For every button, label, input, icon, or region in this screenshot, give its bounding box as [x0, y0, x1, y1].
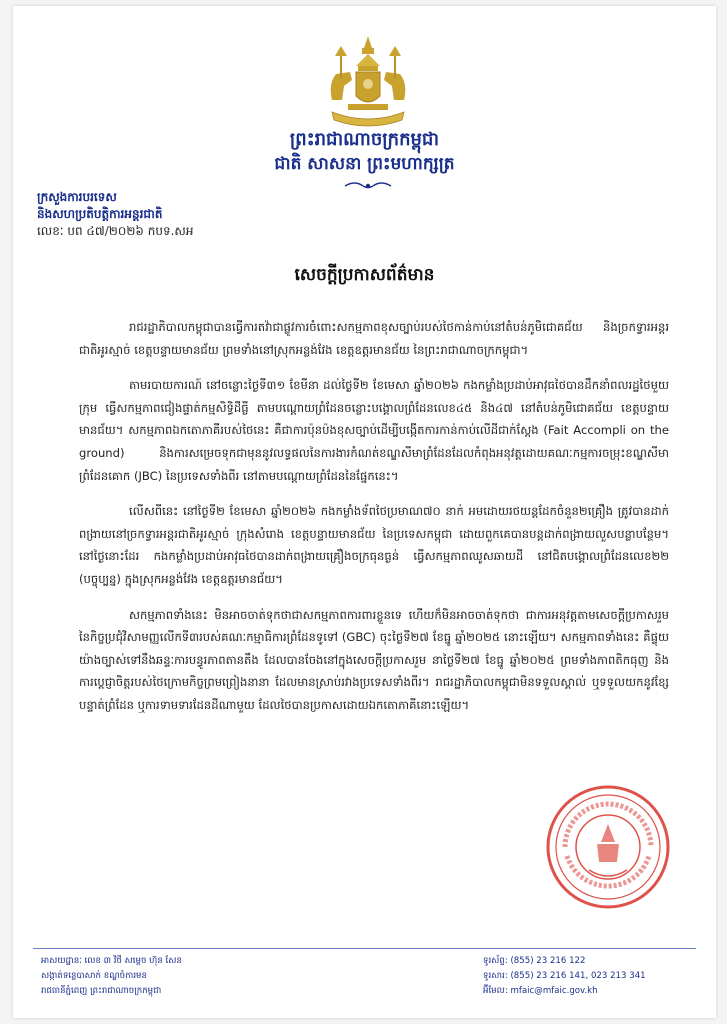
paragraph: រាជរដ្ឋាភិបាលកម្ពុជាបានធ្វើការតវ៉ាជាផ្លូវការចំពោះសកម្មភាពខុសច្បាប់របស់ថៃកាន់កាប់នៅតំបន់ភូមិជោគជ័យ និងច្រកទ្វារអន្តរជាតិអូរស្មាច់ ខេត្តបន្ទាយមានជ័យ ព្រមទាំងនៅស្រុកអន្លង់វែង ខេត្តឧត្តរមានជ័យ នៃព្រះរាជាណាចក្រកម្ពុជា។: [79, 320, 669, 357]
royal-coat-of-arms-emblem: [318, 34, 418, 130]
paragraph: សកម្មភាពទាំងនេះ មិនអាចចាត់ទុកថាជាសកម្មភាពការពារខ្លួនទេ ហើយក៏មិនអាចចាត់ទុកថា ជាការអនុវត្តតាមសេចក្តីប្រកាសរួមនៃកិច្ចប្រជុំវិសាមញ្ញលើកទី៣របស់គណៈកម្មាធិការព្រំដែនទូទៅ (GBC) ចុះថ្ងៃទី២៧ ខែធ្នូ ឆ្នាំ២០២៥ នោះឡើយ។ សកម្មភាពទាំងនេះ គឺផ្ទុយយ៉ាងច្បាស់ទៅនឹងឆន្ទៈការបន្ធូរភាពតានតឹង ដែលបានចែងនៅក្នុងសេចក្តីប្រកាសរួម នាថ្ងៃទី២៧ ខែធ្នូ ឆ្នាំ២០២៥ ព្រមទាំងភាពតិកធុញ និងការប្តេជ្ញាចិត្តរបស់ថៃក្រោមកិច្ចព្រមព្រៀងនានា ដែលមានស្រាប់រវាងប្រទេសទាំងពីរ។ រាជរដ្ឋាភិបាលកម្ពុជាមិនទទួលស្គាល់ ឬទទួលយកនូវខ្សែបន្ទាត់ព្រំដែន ឬការទាមទារដែនដីណាមួយ ដែលថៃបានប្រកាសដោយឯកតោភាគីនោះឡើយ។: [79, 607, 669, 712]
document-title: សេចក្តីប្រកាសព័ត៌មាន: [294, 265, 435, 285]
official-red-seal-stamp: [545, 784, 671, 910]
header-ornament-divider: [343, 180, 393, 192]
national-motto: ជាតិ សាសនា ព្រះមហាក្សត្រ: [274, 154, 455, 174]
footer-divider: [33, 948, 696, 949]
kingdom-title: ព្រះរាជាណាចក្រកម្ពុជា: [289, 129, 440, 150]
reference-number: លេខៈ បព ៤៧/២០២៦ កបទ.សអ: [37, 224, 194, 238]
address-line: សង្កាត់ទន្លេបាសាក់ ខណ្ឌចំការមន: [41, 971, 147, 981]
footer-address: [41, 954, 371, 999]
ministry-heading: [37, 189, 297, 240]
footer-contact: [483, 954, 713, 999]
phone-number: ទូរស័ព្ទ: (855) 23 216 122: [483, 956, 586, 966]
kingdom-heading: [13, 128, 716, 176]
ministry-name-line1: ក្រសួងការបរទេស: [37, 190, 117, 204]
paragraph: លើសពីនេះ នៅថ្ងៃទី២ ខែមេសា ឆ្នាំ២០២៦ កងកម្លាំងទ័ពថៃប្រមាណ៧០ នាក់ អមដោយរថយន្តដែកចំនួន២គ្រឿង ត្រូវបានដាក់ពង្រាយនៅច្រកទ្វារអន្តរជាតិអូរស្មាច់ ក្រុងសំរោង ខេត្តបន្ទាយមានជ័យ នៃប្រទេសកម្ពុជា ដោយពួកគេបានបន្តដាក់ពង្រាយលួសបន្លាបន្ថែម។ នៅថ្ងៃនោះដែរ កងកម្លាំងប្រដាប់អាវុធថៃបានដាក់ពង្រាយគ្រឿងចក្រធុនធ្ងន់ ធ្វើសកម្មភាពឈូសឆាយដី នៅជិតបង្គោលព្រំដែនលេខ២២ (បច្ចុប្បន្ន) ក្នុងស្រុកអន្លង់វែង ខេត្តឧត្តរមានជ័យ។: [79, 504, 669, 586]
fax-number: ទូរសារ: (855) 23 216 141, 023 213 341: [483, 971, 646, 981]
address-line: អាសយដ្ឋានៈ លេខ ៣ វិថី សម្តេច ហ៊ុន សែន: [41, 956, 182, 966]
address-line: រាជធានីភ្នំពេញ ព្រះរាជាណាចក្រកម្ពុជា: [41, 986, 162, 996]
ministry-name-line2: និងសហប្រតិបត្តិការអន្តរជាតិ: [37, 207, 163, 221]
email-address[interactable]: អ៊ីមែល: mfaic@mfaic.gov.kh: [483, 986, 598, 996]
paragraph: តាមរបាយការណ៍ នៅចន្លោះថ្ងៃទី៣១ ខែមីនា ដល់ថ្ងៃទី២ ខែមេសា ឆ្នាំ២០២៦ កងកម្លាំងប្រដាប់អាវុធថៃបានដឹកនាំពលរដ្ឋថៃមួយក្រុម ធ្វើសកម្មភាពជៀងផ្ទាត់កម្មសិទ្ធិដីធ្លី តាមបណ្តោយព្រំដែនចន្លោះបង្គោលព្រំដែនលេខ៤៥ និង៤៧ នៅតំបន់ភូមិជោគជ័យ ខេត្តបន្ទាយមានជ័យ។ សកម្មភាពឯកតោភាគីរបស់ថៃនេះ គឺជាការប៉ុនប៉ងខុសច្បាប់ដើម្បីបង្កើតការកាន់កាប់លើដីជាក់ស្តែង (Fait Accompli on the ground) និងការសម្រេចទុកជាមុននូវលទ្ធផលនៃការងារកំណត់ខណ្ឌសីមាព្រំដែនដែលកំពុងអនុវត្តដោយគណៈកម្មការចម្រុះខណ្ឌសីមាព្រំដែនគោក (JBC) នៃប្រទេសទាំងពីរ នៅតាមបណ្តោយព្រំដែននៃផ្នែកនេះ។: [79, 378, 669, 483]
document-page: [13, 6, 716, 1018]
press-release-body: [79, 316, 669, 730]
